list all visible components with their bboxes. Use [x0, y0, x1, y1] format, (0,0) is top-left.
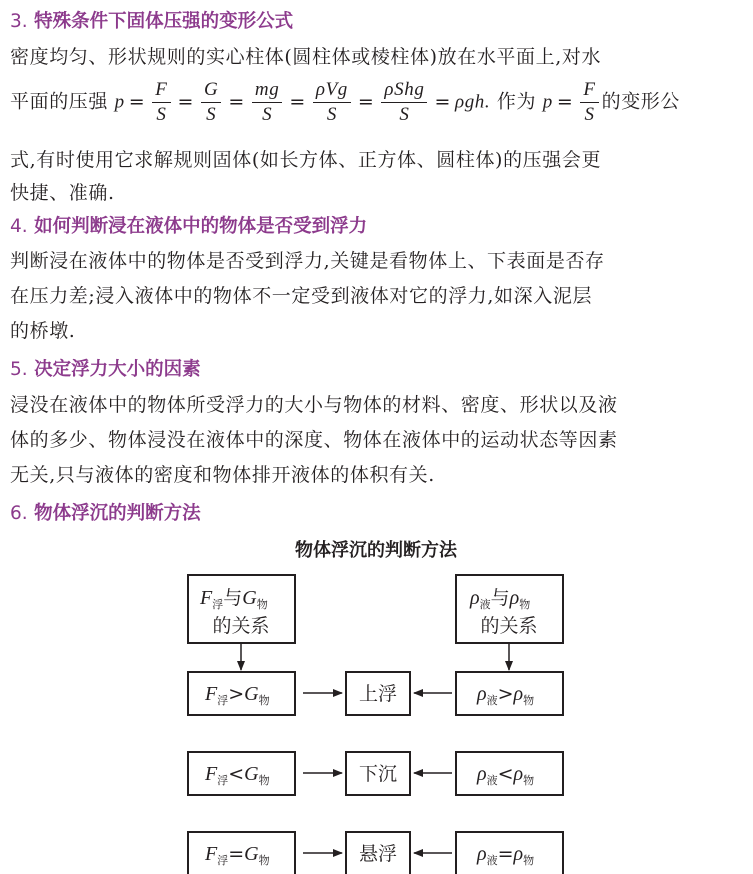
section-3-line-3: 式,有时使用它求解规则固体(如长方体、正方体、圆柱体)的压强会更 [10, 149, 602, 171]
force-relation-line-1: $F_浮$与$G_物$ [200, 587, 268, 611]
section-3-line-1: 密度均匀、形状规则的实心柱体(圆柱体或棱柱体)放在水平面上,对水 [10, 46, 602, 68]
section-4-line-3: 的桥墩. [10, 320, 76, 342]
diagram-title: 物体浮沉的判断方法 [295, 540, 457, 561]
density-relation-line-2: 的关系 [480, 615, 538, 637]
force-less-label: $F_浮<G_物$ [205, 763, 270, 787]
density-greater-label: $\rho_液>\rho_物$ [477, 683, 535, 707]
section-5-line-1: 浸没在液体中的物体所受浮力的大小与物体的材料、密度、形状以及液 [10, 394, 618, 416]
result-sink-label: 下沉 [358, 763, 398, 785]
section-3-line-4: 快捷、准确. [10, 182, 115, 204]
section-6-heading: 6. 物体浮沉的判断方法 [10, 503, 201, 524]
result-rise-label: 上浮 [358, 683, 398, 705]
section-4-heading: 4. 如何判断浸在液体中的物体是否受到浮力 [10, 216, 368, 237]
force-relation-line-2: 的关系 [212, 615, 270, 637]
density-equal-label: $\rho_液=\rho_物$ [477, 843, 535, 867]
section-4-line-1: 判断浸在液体中的物体是否受到浮力,关键是看物体上、下表面是否存 [10, 250, 605, 272]
force-equal-label: $F_浮=G_物$ [205, 843, 270, 867]
section-3-heading: 3. 特殊条件下固体压强的变形公式 [10, 11, 294, 32]
section-4-line-2: 在压力差;浸入液体中的物体不一定受到液体对它的浮力,如深入泥层 [10, 285, 593, 307]
force-greater-label: $F_浮>G_物$ [205, 683, 270, 707]
density-less-label: $\rho_液<\rho_物$ [477, 763, 535, 787]
section-5-heading: 5. 决定浮力大小的因素 [10, 359, 201, 380]
result-suspend-label: 悬浮 [358, 843, 398, 865]
section-3-formula-line: 平面的压强 p = $\frac{F}{S}$ = $\frac{G}{S}$ = $\frac{mg}{S}$ = $\frac{\text{ρVg}}{S}$ = $\frac{\text{ρShg}}{S}$ = ρgh. 作为 p = $\frac{F}{S}$ 的变形公 [10, 79, 681, 125]
density-relation-line-1: $\rho_液$与$\rho_物$ [470, 587, 531, 611]
section-5-line-3: 无关,只与液体的密度和物体排开液体的体积有关. [10, 464, 435, 486]
section-5-line-2: 体的多少、物体浸没在液体中的深度、物体在液体中的运动状态等因素 [10, 429, 618, 451]
